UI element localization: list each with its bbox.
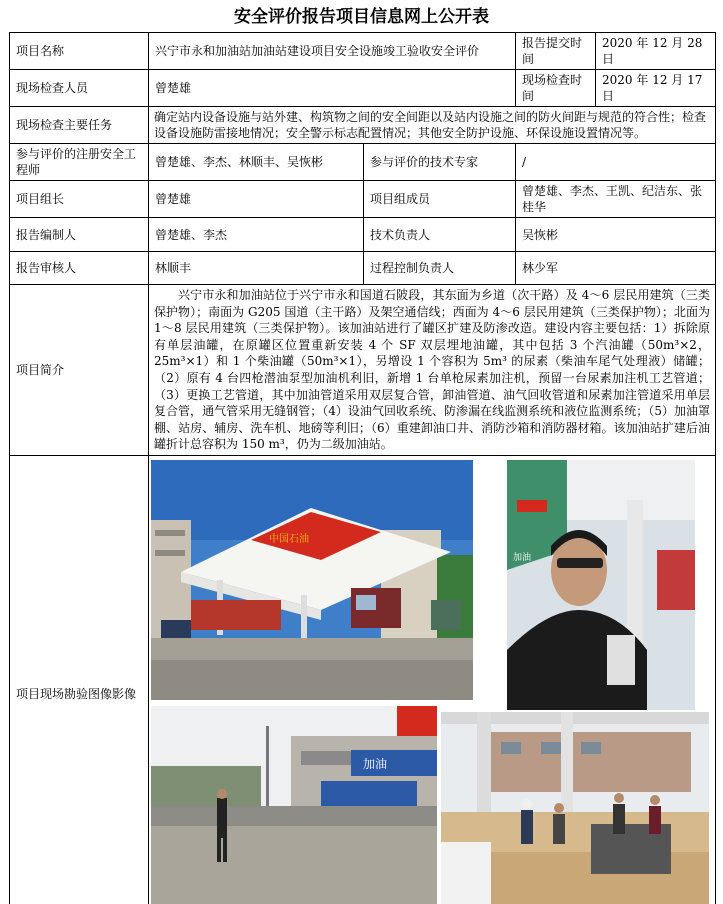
value-leader: 曾楚雄: [149, 181, 364, 218]
row-inspector: [10, 70, 716, 107]
canopy-sign-1: 中国石油: [269, 533, 309, 545]
canopy-sign-2: 加油: [513, 552, 532, 563]
label-leader: 项目组长: [10, 181, 149, 218]
label-tech-experts: 参与评价的技术专家: [364, 144, 516, 181]
info-table: [9, 32, 716, 904]
row-main-task: [10, 107, 716, 144]
label-inspect-time: 现场检查时间: [516, 70, 596, 107]
row-intro: [10, 285, 716, 456]
label-reviewer: 报告审核人: [10, 252, 149, 285]
label-engineers: 参与评价的注册安全工程师: [10, 144, 149, 181]
label-author: 报告编制人: [10, 218, 149, 252]
value-process-lead: 林少军: [516, 252, 716, 285]
value-intro: [149, 285, 716, 456]
label-members: 项目组成员: [364, 181, 516, 218]
label-main-task: 现场检查主要任务: [10, 107, 149, 144]
value-engineers: 曾楚雄、李杰、林顺丰、吴恢彬: [149, 144, 364, 181]
value-members: 曾楚雄、李杰、王凯、纪洁东、张桂华: [516, 181, 716, 218]
value-reviewer: 林顺丰: [149, 252, 364, 285]
value-tech-lead: 吴恢彬: [516, 218, 716, 252]
value-author: 曾楚雄、李杰: [149, 218, 364, 252]
canopy-sign-3: 加油: [363, 756, 388, 771]
value-project-name: 兴宁市永和加油站加油站建设项目安全设施竣工验收安全评价: [149, 33, 516, 70]
value-main-task: 确定站内设备设施与站外建、构筑物之间的安全间距以及站内设施之间的防火间距与规范的符合性；检查设备设施防雷接地情况；安全警示标志配置情况；其他安全防护设施、环保设施设置情况等。: [149, 107, 716, 144]
document-title: 安全评价报告项目信息网上公开表: [234, 7, 489, 27]
intro-text: 兴宁市永和加油站位于兴宁市永和国道石陂段，其东面为乡道（次干路）及 4～6 层民用建筑（三类保护物）；南面为 G205 国道（主干路）及架空通信线；西面为 4～6 层民用建筑（三类保护物）；北面为 1～8 层民用建筑（三类保护物）。该加油站进行了罐区扩建及防渗改造。建设内容主要包括：1）拆除原有单层油罐，在原罐区位置重新安装 4 个 SF 双层埋地油罐，其中包括 3 个汽油罐（50m³×2，25m³×1）和 1 个柴油罐（50m³×1），另增设 1 个容积为 5m³ 的尿素（柴油车尾气处理液）储罐；（2）原有 4 台四枪潜油泵型加油机利旧，新增 1 台单枪尿素加注机，预留一台尿素加注机工艺管道；（3）更换工艺管道，其中加油管道采用双层复合管，卸油管道、油气回收管道和尿素加注管道采用单层复合管，通气管采用无缝钢管；（4）设油气回收系统、防渗漏在线监测系统和液位监测系统；（5）加油罩棚、站房、辅房、洗车机、地磅等利旧；（6）重建卸油口井、消防沙箱和消防器材箱。该加油站扩建后油罐折计总容积为 150 m³，仍为二级加油站。: [154, 288, 711, 452]
row-reviewer: [10, 252, 716, 285]
row-photos: [10, 455, 716, 904]
value-inspect-time: 2020 年 12 月 17 日: [596, 70, 716, 107]
value-submit-time: 2020 年 12 月 28 日: [596, 33, 716, 70]
label-process-lead: 过程控制负责人: [364, 252, 516, 285]
photo-road-site: [151, 706, 437, 904]
label-intro: 项目简介: [10, 285, 149, 456]
photo-gas-station: [151, 460, 473, 700]
label-inspector: 现场检查人员: [10, 70, 149, 107]
label-project-name: 项目名称: [10, 33, 149, 70]
value-tech-experts: /: [516, 144, 716, 181]
row-engineers: [10, 144, 716, 181]
label-tech-lead: 技术负责人: [364, 218, 516, 252]
label-submit-time: 报告提交时间: [516, 33, 596, 70]
row-author: [10, 218, 716, 252]
value-inspector: 曾楚雄: [149, 70, 516, 107]
row-leader: [10, 181, 716, 218]
photo-tank-area: [441, 712, 709, 904]
row-project-name: [10, 33, 716, 70]
photos-cell: [149, 455, 716, 904]
photo-inspector-selfie: [507, 460, 695, 710]
label-photos: 项目现场勘验图像影像: [10, 455, 149, 904]
